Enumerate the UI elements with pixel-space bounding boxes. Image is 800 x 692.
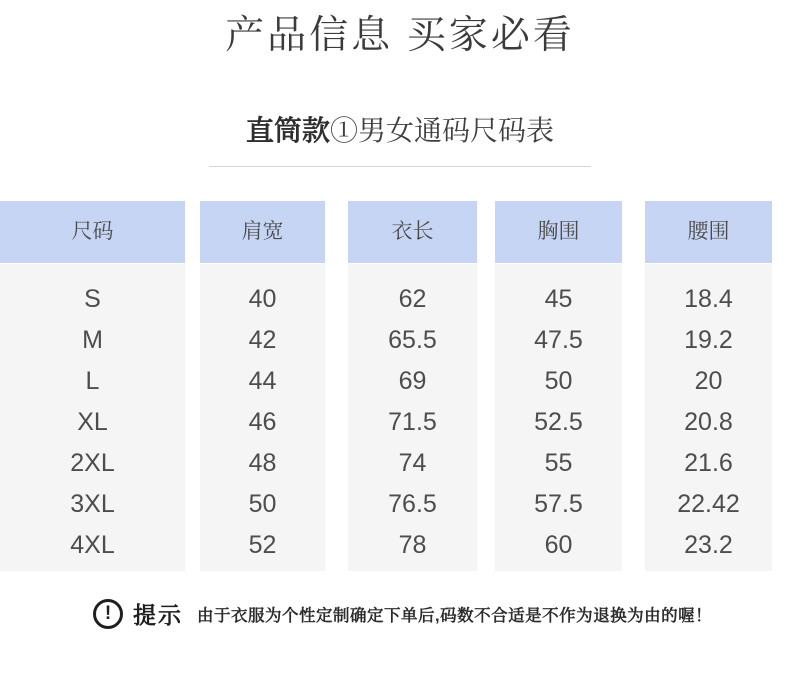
column-header: 尺码 bbox=[0, 201, 185, 263]
table-cell: 55 bbox=[544, 449, 573, 477]
size-chart-subtitle bbox=[0, 114, 800, 148]
table-column-2 bbox=[348, 201, 477, 571]
exclamation-circle-icon: ! bbox=[93, 599, 123, 629]
column-body bbox=[348, 264, 477, 571]
table-cell: 69 bbox=[398, 367, 427, 395]
notice-label: 提示 bbox=[133, 602, 183, 628]
column-body bbox=[645, 264, 772, 571]
table-cell: 78 bbox=[398, 531, 427, 559]
page-title: 产品信息 买家必看 bbox=[225, 14, 575, 57]
table-cell: XL bbox=[77, 408, 108, 436]
subtitle-rest: ①男女通码尺码表 bbox=[330, 115, 555, 146]
column-header: 衣长 bbox=[348, 201, 477, 263]
column-body bbox=[200, 264, 325, 571]
table-cell: 20.8 bbox=[684, 408, 733, 436]
table-cell: 65.5 bbox=[388, 326, 437, 354]
table-cell: 4XL bbox=[70, 531, 115, 559]
table-cell: 52 bbox=[248, 531, 277, 559]
table-cell: 3XL bbox=[70, 490, 115, 518]
purchase-notice bbox=[0, 597, 800, 630]
table-cell: 44 bbox=[248, 367, 277, 395]
table-cell: 62 bbox=[398, 285, 427, 313]
column-header: 肩宽 bbox=[200, 201, 325, 263]
table-column-1 bbox=[200, 201, 325, 571]
table-cell: 2XL bbox=[70, 449, 115, 477]
table-cell: 50 bbox=[248, 490, 277, 518]
table-cell: M bbox=[82, 326, 103, 354]
table-cell: 48 bbox=[248, 449, 277, 477]
table-column-4 bbox=[645, 201, 772, 571]
notice-text: 由于衣服为个性定制确定下单后,码数不合适是不作为退换为由的喔！ bbox=[197, 606, 713, 625]
size-table bbox=[0, 201, 800, 571]
table-cell: 52.5 bbox=[534, 408, 583, 436]
table-cell: L bbox=[85, 367, 100, 395]
table-cell: S bbox=[84, 285, 101, 313]
table-cell: 42 bbox=[248, 326, 277, 354]
subtitle-style-name: 直筒款 bbox=[245, 115, 330, 146]
table-cell: 45 bbox=[544, 285, 573, 313]
table-cell: 18.4 bbox=[684, 285, 733, 313]
table-cell: 76.5 bbox=[388, 490, 437, 518]
table-cell: 60 bbox=[544, 531, 573, 559]
table-cell: 50 bbox=[544, 367, 573, 395]
table-cell: 47.5 bbox=[534, 326, 583, 354]
table-cell: 74 bbox=[398, 449, 427, 477]
table-cell: 71.5 bbox=[388, 408, 437, 436]
column-header: 胸围 bbox=[495, 201, 622, 263]
table-cell: 23.2 bbox=[684, 531, 733, 559]
table-cell: 20 bbox=[694, 367, 723, 395]
table-cell: 57.5 bbox=[534, 490, 583, 518]
subtitle-divider bbox=[209, 166, 591, 167]
table-cell: 19.2 bbox=[684, 326, 733, 354]
table-cell: 40 bbox=[248, 285, 277, 313]
table-cell: 21.6 bbox=[684, 449, 733, 477]
table-column-0 bbox=[0, 201, 185, 571]
column-body bbox=[0, 264, 185, 571]
column-header: 腰围 bbox=[645, 201, 772, 263]
table-cell: 46 bbox=[248, 408, 277, 436]
table-cell: 22.42 bbox=[677, 490, 740, 518]
column-body bbox=[495, 264, 622, 571]
table-column-3 bbox=[495, 201, 622, 571]
